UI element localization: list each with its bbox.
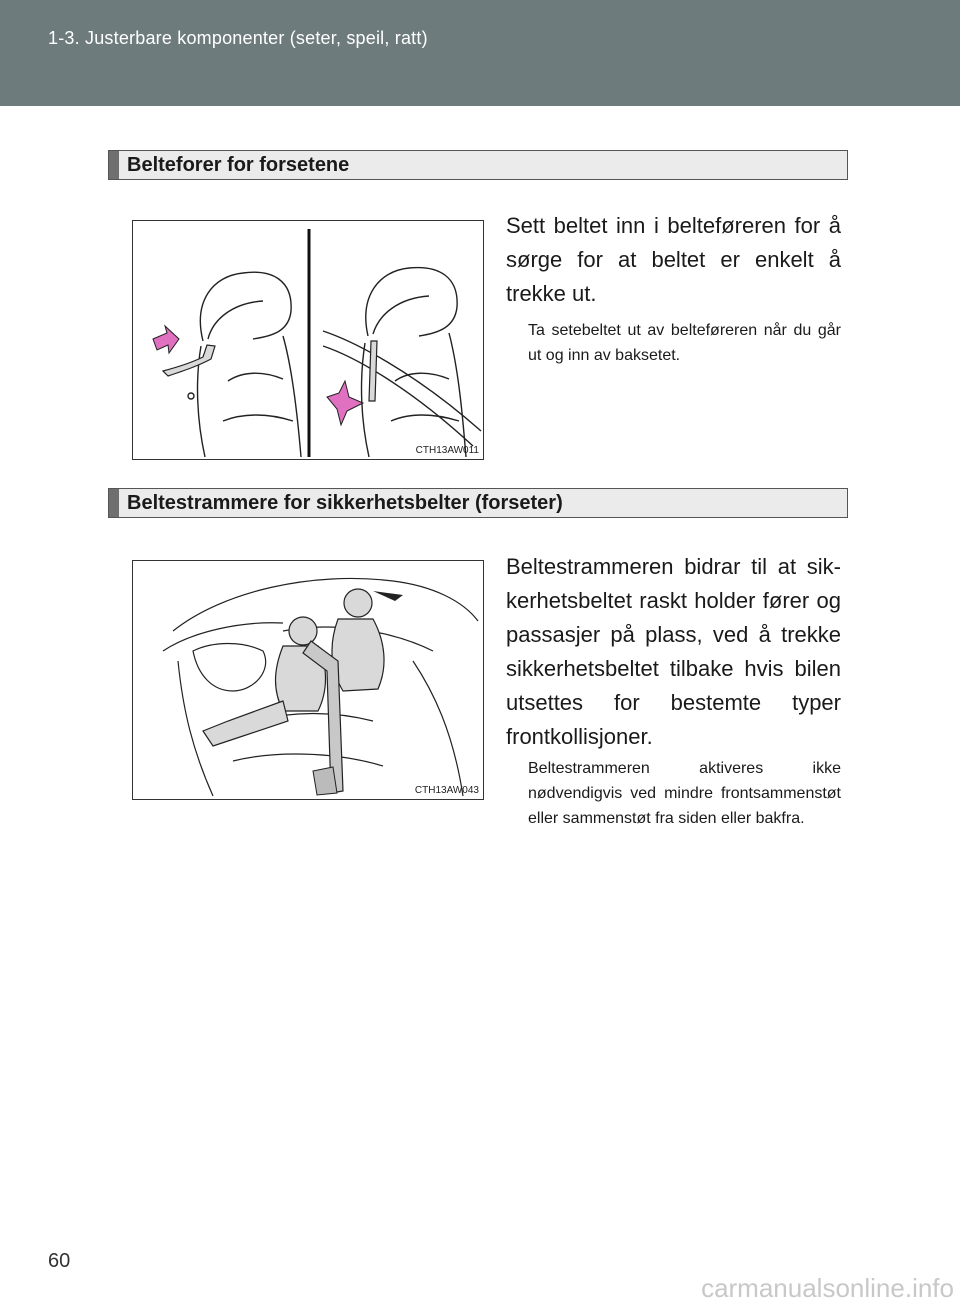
section1-note: Ta setebeltet ut av belteføreren når du går ut og inn av baksetet. <box>528 322 841 364</box>
section2-body: Beltestrammeren bidrar til at sikkerhetsbeltet raskt holder fører og passasjer på plass, ved å trekke sikkerhetsbeltet tilbake hvis bilen utsettes for bestemte typer frontkollisjoner. <box>506 554 841 749</box>
page-number: 60 <box>48 1250 71 1272</box>
section1-body: Sett beltet inn i belteføreren for å sørge for at beltet er enkelt å trekke ut. <box>506 213 841 306</box>
figure-code: CTH13AW011 <box>415 445 479 456</box>
chapter-title: 1-3. Justerbare komponenter (seter, speil, ratt) <box>48 28 428 48</box>
section-title: Belteforer for forsetene <box>127 154 350 176</box>
watermark: carmanualsonline.info <box>701 1273 954 1303</box>
belt-guide-illustration <box>132 220 484 460</box>
cabin-occupants-drawing <box>133 561 483 799</box>
section-heading-belt-guide <box>108 150 848 180</box>
heading-accent <box>109 489 119 517</box>
figure-code: CTH13AW043 <box>414 785 479 796</box>
seat-headrest-drawing <box>133 221 483 459</box>
page-header <box>0 0 960 106</box>
section-heading-pretensioners <box>108 488 848 518</box>
section2-note: Beltestrammeren aktiveres ikke nødvendigvis ved mindre frontsammenstøt eller sammenstøt fra siden eller bakfra. <box>528 760 841 827</box>
section-title: Beltestrammere for sikkerhetsbelter (forseter) <box>127 492 563 514</box>
pretensioner-illustration <box>132 560 484 800</box>
heading-accent <box>109 151 119 179</box>
